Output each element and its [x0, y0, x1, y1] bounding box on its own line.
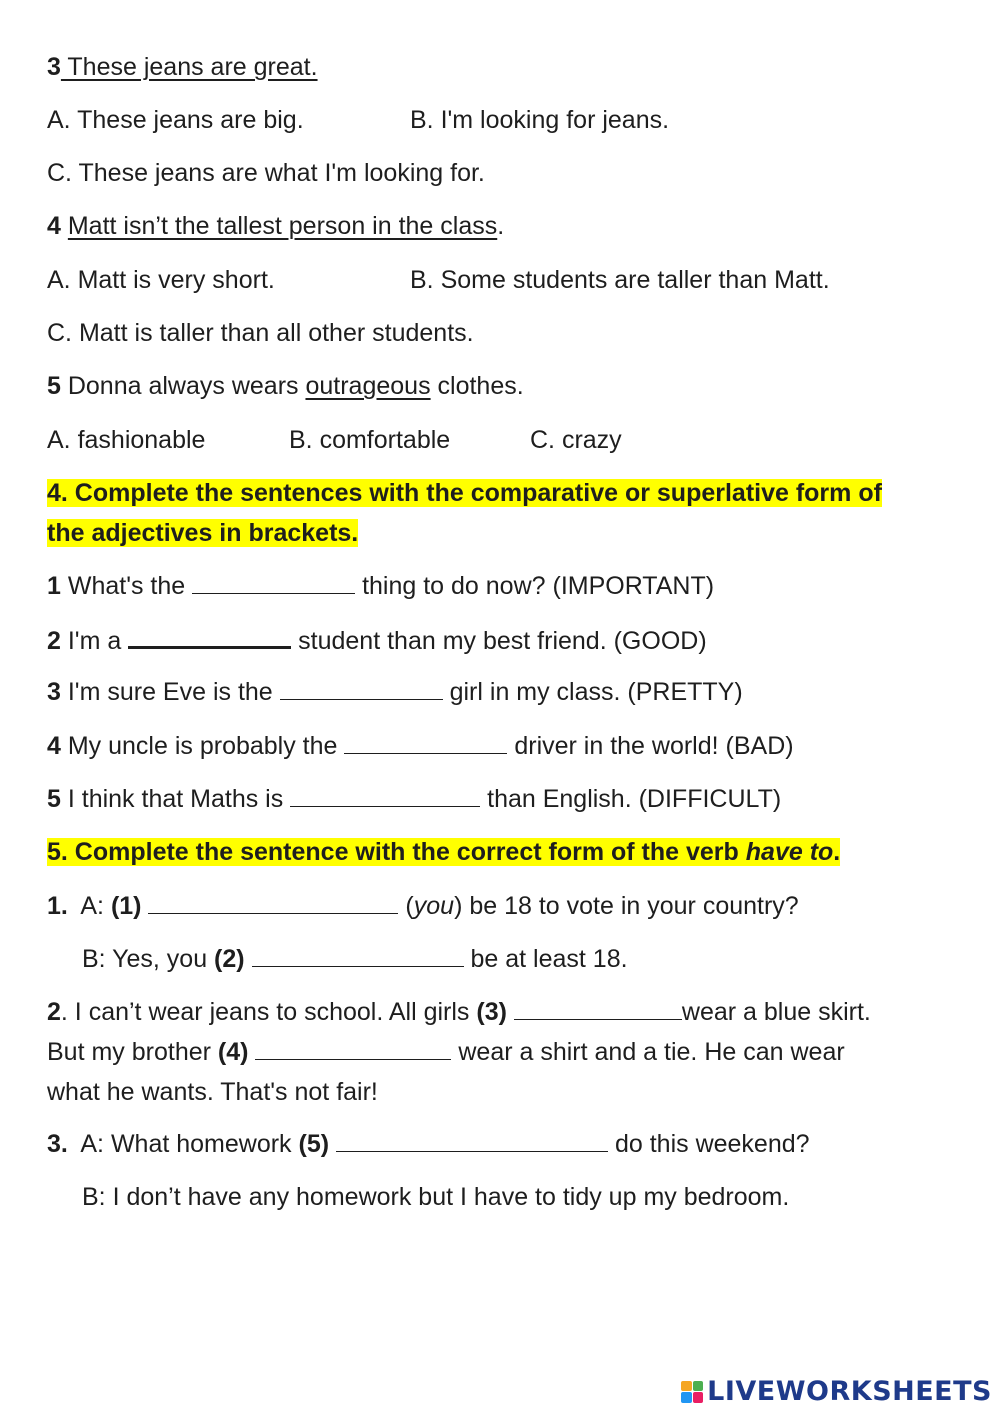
- q3-option-b[interactable]: B. I'm looking for jeans.: [410, 106, 670, 134]
- s5-dialogue1-b: [82, 944, 628, 974]
- s4-item-4: [47, 731, 794, 761]
- q5-options-row: [47, 425, 622, 455]
- s5-d2-text1: . I can’t wear jeans to school. All girls: [60, 998, 477, 1026]
- s4-item-2: [47, 624, 707, 656]
- s5-d3-a-pre: A: What homework: [67, 1130, 299, 1158]
- s4-answer-blank-3[interactable]: [280, 677, 443, 700]
- s5-d1-b-pre: B: Yes, you: [82, 945, 215, 973]
- q4-stem-end: .: [497, 212, 505, 240]
- q5-underlined-word: outrageous: [305, 372, 431, 400]
- s4-item-pre: I'm sure Eve is the: [60, 678, 280, 706]
- q5-stem-pre: Donna always wears: [60, 372, 306, 400]
- s4-item-pre: I'm a: [60, 627, 129, 655]
- q3-stem-text: These jeans are great.: [60, 53, 318, 81]
- s4-item-3: [47, 677, 743, 707]
- s5-dialogue3-b: B: I don’t have any homework but I have to tidy up my bedroom.: [82, 1183, 790, 1211]
- s5-dialogue1-a: 1. A: (1) (you) be 18 to vote in your country?: [47, 892, 799, 920]
- s5-gap-label-5: (5): [298, 1130, 330, 1158]
- s5-d1-a-post: ) be 18 to vote in your country?: [454, 892, 799, 920]
- s4-item-number: 1: [47, 572, 61, 600]
- s5-answer-blank-3[interactable]: [514, 997, 682, 1020]
- s5-d2-text4: wear a shirt and a tie. He can wear: [451, 1038, 845, 1066]
- q3-stem: [47, 52, 318, 82]
- q3-option-a[interactable]: A. These jeans are big.: [47, 106, 304, 134]
- section5-heading-end: .: [833, 838, 841, 866]
- section4-heading-line1: [47, 478, 882, 508]
- section4-heading-text2: the adjectives in brackets.: [47, 519, 359, 547]
- s5-gap-label-1: (1): [110, 892, 142, 920]
- s4-item-1: [47, 571, 714, 601]
- s5-answer-blank-2[interactable]: [252, 944, 464, 967]
- logo-square-2: [693, 1381, 704, 1392]
- section5-heading-text: 5. Complete the sentence with the correct form of the verb: [47, 838, 746, 866]
- logo-brand-text: LIVEWORKSHEETS: [707, 1376, 992, 1407]
- s5-d2-number: 2: [47, 998, 61, 1026]
- q4-option-b[interactable]: B. Some students are taller than Matt.: [410, 266, 830, 294]
- q5-number: 5: [47, 372, 61, 400]
- s5-d2-text5: what he wants. That's not fair!: [47, 1078, 378, 1106]
- s4-item-pre: My uncle is probably the: [60, 732, 345, 760]
- s4-item-number: 2: [47, 627, 61, 655]
- q4-options-row: [47, 265, 830, 295]
- q5-option-c[interactable]: C. crazy: [530, 426, 622, 454]
- s5-d1-b-post: be at least 18.: [463, 945, 628, 973]
- s5-d2-text2: wear a blue skirt.: [681, 998, 871, 1026]
- liveworksheets-logo[interactable]: [681, 1376, 992, 1407]
- logo-square-4: [693, 1392, 704, 1403]
- s5-gap-label-4: (4): [217, 1038, 249, 1066]
- q3-options-row: [47, 105, 670, 135]
- s4-item-post: girl in my class. (PRETTY): [442, 678, 743, 706]
- s5-d2-text3: But my brother: [47, 1038, 218, 1066]
- s4-item-post: driver in the world! (BAD): [507, 732, 794, 760]
- s5-d1-you: you: [413, 892, 455, 920]
- logo-grid-icon: [681, 1381, 703, 1403]
- s5-d3-number: 3.: [47, 1130, 68, 1158]
- s5-answer-blank-5[interactable]: [336, 1129, 608, 1152]
- s5-d1-number: 1.: [47, 892, 68, 920]
- s4-answer-blank-1[interactable]: [192, 571, 355, 594]
- s5-answer-blank-4[interactable]: [255, 1037, 451, 1060]
- s4-item-pre: I think that Maths is: [60, 785, 291, 813]
- s4-item-post: than English. (DIFFICULT): [480, 785, 782, 813]
- s4-item-number: 5: [47, 785, 61, 813]
- s4-item-pre: What's the: [60, 572, 193, 600]
- section5-heading-verb: have to: [745, 838, 834, 866]
- s5-d1-a-pre: A:: [67, 892, 111, 920]
- s4-answer-blank-2[interactable]: [128, 624, 291, 649]
- s4-item-5: [47, 784, 781, 814]
- s5-gap-label-3: (3): [476, 998, 507, 1026]
- q4-option-a[interactable]: A. Matt is very short.: [47, 266, 275, 294]
- q5-stem-post: clothes.: [430, 372, 524, 400]
- s4-answer-blank-5[interactable]: [290, 784, 480, 807]
- q5-stem: [47, 371, 524, 401]
- s4-item-post: thing to do now? (IMPORTANT): [355, 572, 715, 600]
- q5-option-a[interactable]: A. fashionable: [47, 426, 206, 454]
- q4-number: 4: [47, 212, 61, 240]
- s5-d3-a-post: do this weekend?: [608, 1130, 810, 1158]
- s4-item-number: 4: [47, 732, 61, 760]
- s4-item-post: student than my best friend. (GOOD): [291, 627, 707, 655]
- q4-stem-text: Matt isn’t the tallest person in the class: [67, 212, 498, 240]
- q5-option-b[interactable]: B. comfortable: [289, 426, 451, 454]
- s5-answer-blank-1[interactable]: [148, 891, 398, 914]
- logo-square-1: [681, 1381, 692, 1392]
- s5-paragraph-2: [47, 992, 957, 1112]
- s5-dialogue3-a: [47, 1129, 810, 1159]
- q3-number: 3: [47, 53, 61, 81]
- section4-heading-line2: [47, 518, 358, 548]
- q3-option-c[interactable]: C. These jeans are what I'm looking for.: [47, 159, 485, 187]
- s4-item-number: 3: [47, 678, 61, 706]
- s5-gap-label-2: (2): [214, 945, 245, 973]
- s4-answer-blank-4[interactable]: [344, 731, 507, 754]
- section4-heading-text1: 4. Complete the sentences with the comparative or superlative form of: [47, 479, 882, 507]
- q4-option-c[interactable]: C. Matt is taller than all other students.: [47, 319, 474, 347]
- q4-stem: [47, 211, 504, 241]
- section5-heading: [47, 837, 840, 867]
- logo-square-3: [681, 1392, 692, 1403]
